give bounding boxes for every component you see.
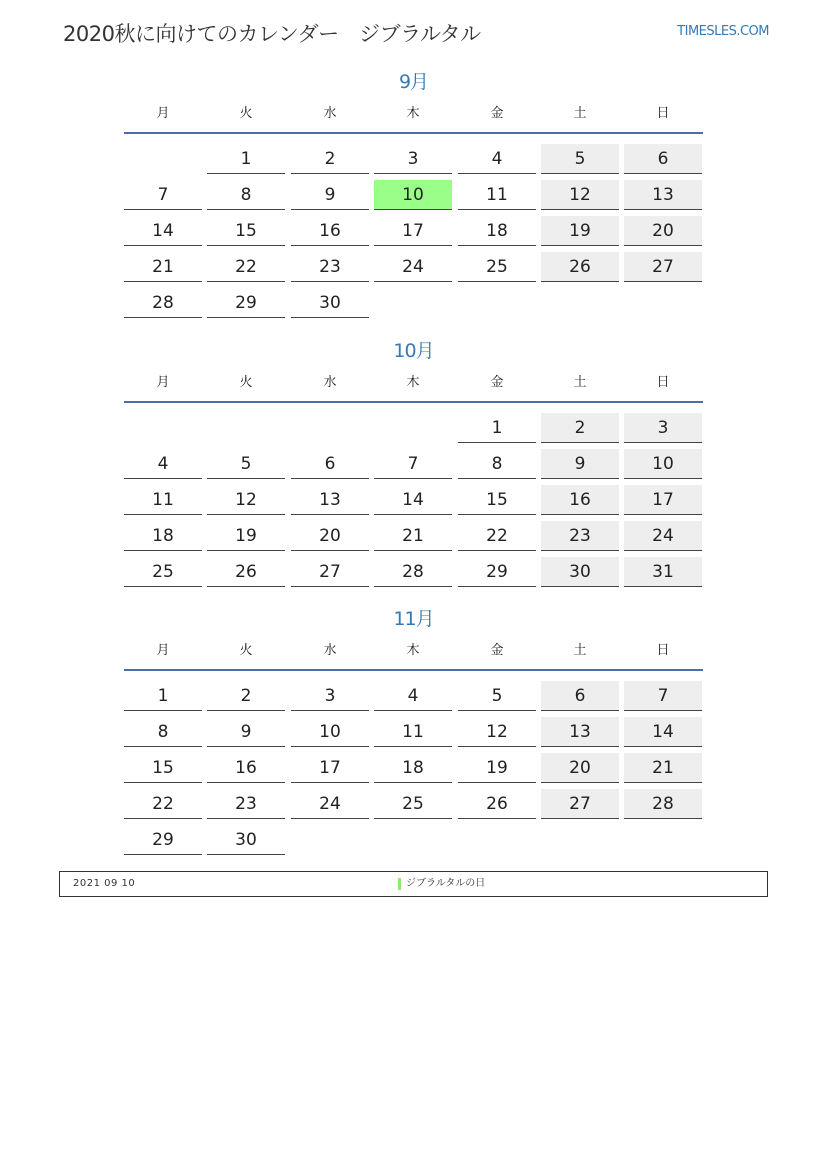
day-cell: 19	[541, 216, 619, 246]
day-cell: 8	[458, 449, 536, 479]
day-cell: 30	[291, 288, 369, 318]
day-cell: 12	[541, 180, 619, 210]
day-cell: 14	[624, 717, 702, 747]
weekday-label: 水	[323, 643, 337, 658]
day-cell: 24	[291, 789, 369, 819]
day-cell: 22	[458, 521, 536, 551]
weekday-label: 土	[573, 643, 587, 658]
day-cell: 4	[374, 681, 452, 711]
day-cell: 3	[374, 144, 452, 174]
day-cell: 6	[541, 681, 619, 711]
weekday-label: 日	[656, 106, 670, 121]
holiday-legend	[59, 871, 768, 897]
day-cell: 5	[541, 144, 619, 174]
day-cell: 15	[458, 485, 536, 515]
day-cell: 16	[291, 216, 369, 246]
day-cell: 7	[374, 449, 452, 479]
day-cell: 5	[458, 681, 536, 711]
day-cell: 15	[124, 753, 202, 783]
day-cell: 9	[207, 717, 285, 747]
day-cell: 11	[124, 485, 202, 515]
weekday-label: 月	[156, 375, 170, 390]
day-cell: 1	[207, 144, 285, 174]
day-cell: 19	[458, 753, 536, 783]
site-link[interactable]: TIMESLES.COM	[677, 24, 769, 39]
day-cell: 17	[624, 485, 702, 515]
weekday-label: 日	[656, 643, 670, 658]
day-cell: 25	[458, 252, 536, 282]
legend-date: 2021 09 10	[73, 878, 136, 889]
day-cell: 23	[541, 521, 619, 551]
day-cell: 11	[374, 717, 452, 747]
holiday-color-swatch	[398, 878, 401, 890]
day-cell: 11	[458, 180, 536, 210]
weekday-label: 水	[323, 106, 337, 121]
day-cell: 27	[541, 789, 619, 819]
day-cell: 28	[624, 789, 702, 819]
day-cell: 30	[541, 557, 619, 587]
weekday-header	[124, 104, 703, 124]
day-cell: 7	[624, 681, 702, 711]
day-cell: 16	[541, 485, 619, 515]
day-cell: 9	[291, 180, 369, 210]
day-cell: 31	[624, 557, 702, 587]
day-cell: 26	[541, 252, 619, 282]
day-cell: 6	[624, 144, 702, 174]
day-cell: 24	[374, 252, 452, 282]
holiday-day-cell: 10	[374, 180, 452, 210]
day-cell: 1	[458, 413, 536, 443]
month-title: 9月	[398, 71, 429, 93]
day-cell: 23	[207, 789, 285, 819]
day-cell: 28	[374, 557, 452, 587]
day-cell: 21	[624, 753, 702, 783]
month-title: 11月	[393, 608, 434, 630]
legend-holiday-name: ジブラルタルの日	[406, 878, 486, 889]
day-cell: 21	[124, 252, 202, 282]
weekday-label: 金	[490, 643, 504, 658]
weekday-label: 火	[239, 106, 253, 121]
day-cell: 25	[124, 557, 202, 587]
day-cell: 3	[624, 413, 702, 443]
day-cell: 2	[207, 681, 285, 711]
day-cell: 4	[124, 449, 202, 479]
day-cell: 2	[541, 413, 619, 443]
day-cell: 6	[291, 449, 369, 479]
day-cell: 8	[124, 717, 202, 747]
day-cell: 15	[207, 216, 285, 246]
day-cell: 13	[541, 717, 619, 747]
day-cell: 13	[291, 485, 369, 515]
day-cell: 22	[207, 252, 285, 282]
page-title: 2020秋に向けてのカレンダー ジブラルタル	[63, 22, 481, 46]
weekday-header	[124, 641, 703, 661]
weekday-label: 火	[239, 375, 253, 390]
weekday-label: 日	[656, 375, 670, 390]
day-cell: 29	[207, 288, 285, 318]
day-cell: 16	[207, 753, 285, 783]
day-cell: 3	[291, 681, 369, 711]
weekday-label: 火	[239, 643, 253, 658]
day-cell: 12	[458, 717, 536, 747]
day-cell: 17	[374, 216, 452, 246]
day-cell: 27	[291, 557, 369, 587]
weekday-label: 月	[156, 106, 170, 121]
weekday-label: 土	[573, 106, 587, 121]
month-header-rule	[124, 132, 703, 134]
day-cell: 20	[291, 521, 369, 551]
day-cell: 14	[124, 216, 202, 246]
weekday-label: 水	[323, 375, 337, 390]
month-title: 10月	[393, 340, 434, 362]
day-cell: 22	[124, 789, 202, 819]
day-cell: 29	[124, 825, 202, 855]
day-cell: 30	[207, 825, 285, 855]
day-cell: 18	[374, 753, 452, 783]
day-cell: 25	[374, 789, 452, 819]
day-cell: 20	[624, 216, 702, 246]
day-cell: 10	[291, 717, 369, 747]
weekday-label: 金	[490, 106, 504, 121]
day-cell: 23	[291, 252, 369, 282]
day-cell: 12	[207, 485, 285, 515]
day-cell: 29	[458, 557, 536, 587]
day-cell: 4	[458, 144, 536, 174]
weekday-label: 金	[490, 375, 504, 390]
weekday-label: 木	[406, 106, 420, 121]
day-cell: 7	[124, 180, 202, 210]
day-cell: 26	[458, 789, 536, 819]
day-cell: 27	[624, 252, 702, 282]
day-cell: 10	[624, 449, 702, 479]
day-cell: 24	[624, 521, 702, 551]
day-cell: 9	[541, 449, 619, 479]
day-cell: 13	[624, 180, 702, 210]
day-cell: 20	[541, 753, 619, 783]
month-header-rule	[124, 401, 703, 403]
weekday-label: 木	[406, 643, 420, 658]
day-cell: 21	[374, 521, 452, 551]
weekday-header	[124, 373, 703, 393]
day-cell: 5	[207, 449, 285, 479]
weekday-label: 月	[156, 643, 170, 658]
day-cell: 18	[124, 521, 202, 551]
day-cell: 28	[124, 288, 202, 318]
month-header-rule	[124, 669, 703, 671]
weekday-label: 木	[406, 375, 420, 390]
day-cell: 26	[207, 557, 285, 587]
day-cell: 8	[207, 180, 285, 210]
day-cell: 18	[458, 216, 536, 246]
day-cell: 1	[124, 681, 202, 711]
day-cell: 2	[291, 144, 369, 174]
day-cell: 14	[374, 485, 452, 515]
day-cell: 19	[207, 521, 285, 551]
day-cell: 17	[291, 753, 369, 783]
weekday-label: 土	[573, 375, 587, 390]
